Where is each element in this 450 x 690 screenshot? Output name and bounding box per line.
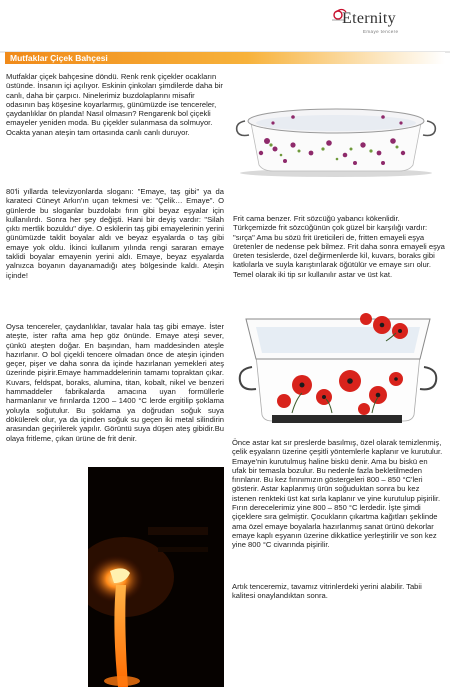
logo-tagline: Emaye tencere [363,29,399,34]
coating-paragraph [232,438,444,550]
molten-frit-image [88,467,224,687]
coating-text: Önce astar kat sır preslerde basılmış, özel olarak temizlenmiş, çelik eşyaların üzerine çeşitli yöntemlerle kaplanır ve kurutulur. Emaye'nin kurutulmuş haline biskü denir. Ama bu biskü en ufak bir temasla bozulur. Bu nedenle fazla bekletilmeden fırınlanır. Bu kez fırınımızın göstergeleri 800 – 850 °C'leri gösterir. Astar kaplanmış ürün soğuduktan sonra bu kez istenen renkteki üst kat sırla kaplanır ve yine kurutulup pişirilir. Fırın derecelerimiz yine 800 – 850 °C lerdedir. İşte şimdi çiçeklere sıra gelmiştir. Çocukların çıkartma kağıtları şeklinde ama özel emaye boyalarla hazırlanmış sanat ürünü dekorlar emaye kaplı eşyanın üzerine dikkatlice yerleştirilir ve son kez yine 800 °C civarında pişirilir. [232,438,443,550]
poppy-pan-image [232,297,444,435]
slogan-text: 80'li yıllarda televizyonlarda sloganı: "Emaye, taş gibi" ya da karateci Cüneyt Arkın'ın uçan tekmesi ve: "Çelik… Emaye". O günlerde bu sloganlar buzdolabı fırın gibi beyaz eşyalar için kullanılırdı. Sonra her şey değişti. Hani bir deyiş vardır: "Silah çıktı mertlik bozuldu" diye. O eskilerin taş gibi emayelerinin yerini günümüzde taklit boyalar aldı ve beyaz eşyalarda o taş gibi emaye yok oldu. İkinci kullanım yılında rengi sararan emaye taklidi boyalar emayenin yerini aldı. Emaye, beyaz eşyalarda yalnızca boyanın dayanamadığı ateş bölgesinde kaldı. Ateşin içinde! [6,187,224,280]
slogan-paragraph [6,187,224,280]
intro-text: Mutfaklar çiçek bahçesine döndü. Renk renk çiçekler ocakların üstünde. İnsanın içi açılıyor. Eskinin çinkoları şimdilerde daha bir canlı, daha bir çarpıcı. Ninelerimiz buzdolaplarını misafir odasının baş köşesine koyarlarmış, günümüzde ise tencereler, çaydanlıklar ön planda! Nasıl olmasın? Rengarenk bol çiçekli emayeler yeniden moda. Bu çiçekler sulanmasa da solmuyor. Ocakta yanan ateşin tam ortasında canlı canlı duruyor. [6,72,223,137]
section-title: Mutfaklar Çiçek Bahçesi [10,53,108,63]
closing-paragraph [232,582,444,601]
eternity-logo [322,6,444,40]
frit-text: Frit cama benzer. Frit sözcüğü yabancı kökenlidir. Türkçemizde frit sözcüğünün çok güzel bir karşılığı vardır: "sırça" Ama bu sözü frit üreticileri de, fritten emayeli eşya üretenler de nedense pek bilmez. Frit daha sonra emayeli eşya üreten tesislerde, özel değirmenlerde kil, kuvars, boraks gibi katkılarla ve suyla karıştırılarak öğütülür ve emaye sırı olur. Temel olarak iki tip sır kullanılır astar ve üst kat. [233,214,445,279]
intro-paragraph [6,72,224,137]
section-title-bar [5,52,445,64]
frit-paragraph [233,214,445,279]
floral-pan-image [233,83,439,179]
enamel-process-paragraph [6,322,224,443]
logo-brand-text: Eternity [342,10,396,27]
enamel-process-text: Oysa tencereler, çaydanlıklar, tavalar hala taş gibi emaye. İster ateşte, ister rafta ama hep göz önünde. Emaye ateşi sever, çünkü ateşten doğar. En başından, ham maddesinden ateşle hazırlanır. O bol çiçekli tencere olmadan önce de ateşin içinden geçer, pişer ve daha sonra da içinde hazırlanan yemekleri ateş üzerinde pişirir.Emaye hammaddelerinin tamamı topraktan çıkar. Kuvars, feldspat, boraks, alumina, titan, kobalt, nikel ve benzeri hammaddeler fabrikalarda amacına uyan formüllerle harmanlanır ve fırınlarda 1200 – 1400 °C lerde ergitilip şoklama yoluyla soğutulur. Bu şoklama ya doğrudan soğuk suya dökülerek olur, ya da içinden soğuk su geçen iki metal silindirin arasından geçirilerek yapılır. Görüntü suya düşen ateş gibidir.Bu olaya fritleme, çıkan ürüne de frit denir. [6,322,224,443]
closing-text: Artık tenceremiz, tavamız vitrinlerdeki yerini alabilir. Tabii kalitesi onaylandıktan sonra. [232,582,422,601]
